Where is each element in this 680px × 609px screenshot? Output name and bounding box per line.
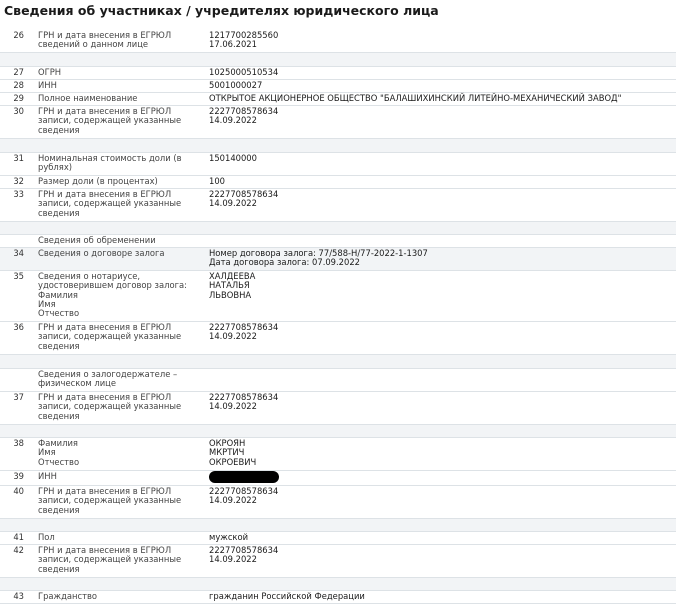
table-row xyxy=(0,30,676,53)
table-row xyxy=(0,322,676,355)
section-header-row xyxy=(0,235,676,248)
row-value: ОТКРЫТОЕ АКЦИОНЕРНОЕ ОБЩЕСТВО "БАЛАШИХИНСКИЙ ЛИТЕЙНО-МЕХАНИЧЕСКИЙ ЗАВОД" xyxy=(209,93,622,103)
row-label: Сведения о договоре залога xyxy=(38,248,165,258)
table-row xyxy=(0,106,676,139)
table-row xyxy=(0,248,676,271)
table-row xyxy=(0,67,676,80)
spacer-row xyxy=(0,139,676,153)
row-number: 42 xyxy=(13,545,24,555)
spacer-row xyxy=(0,578,676,591)
founders-table xyxy=(0,30,676,604)
row-label: ГРН и дата внесения в ЕГРЮЛ записи, содержащей указанные сведения xyxy=(38,392,182,421)
row-number: 27 xyxy=(13,67,24,77)
row-number: 30 xyxy=(13,106,24,116)
row-value: мужской xyxy=(209,532,249,542)
row-label: ГРН и дата внесения в ЕГРЮЛ записи, содержащей указанные сведения xyxy=(38,106,182,135)
table-row xyxy=(0,438,676,471)
table-row xyxy=(0,392,676,425)
table-row xyxy=(0,591,676,604)
section-header: Сведения об обременении xyxy=(38,235,156,245)
row-label: ОГРН xyxy=(38,67,62,77)
row-value: Номер договора залога: 77/588-Н/77-2022-1-1307 Дата договора залога: 07.09.2022 xyxy=(209,248,428,268)
row-number: 37 xyxy=(13,392,24,402)
row-number: 32 xyxy=(13,176,24,186)
row-value: 2227708578634 14.09.2022 xyxy=(209,545,279,565)
spacer-row xyxy=(0,53,676,67)
row-label: Полное наименование xyxy=(38,93,138,103)
row-value xyxy=(209,472,669,483)
row-value: 2227708578634 14.09.2022 xyxy=(209,392,279,412)
row-number: 43 xyxy=(13,591,24,601)
row-value: ОКРОЯН МКРТИЧ ОКРОЕВИЧ xyxy=(209,438,257,467)
row-value: 2227708578634 14.09.2022 xyxy=(209,486,279,506)
table-row xyxy=(0,532,676,545)
section-header: Сведения о залогодержателе – физическом лице xyxy=(38,369,178,389)
row-number: 40 xyxy=(13,486,24,496)
table-row xyxy=(0,153,676,176)
row-label: Номинальная стоимость доли (в рублях) xyxy=(38,153,182,173)
row-number: 26 xyxy=(13,30,24,40)
row-value: 100 xyxy=(209,176,225,186)
table-row xyxy=(0,189,676,222)
table-row xyxy=(0,271,676,322)
table-row xyxy=(0,486,676,519)
row-value: ХАЛДЕЕВА НАТАЛЬЯ ЛЬВОВНА xyxy=(209,271,256,300)
row-number: 29 xyxy=(13,93,24,103)
row-label: ГРН и дата внесения в ЕГРЮЛ сведений о данном лице xyxy=(38,30,172,50)
row-label: ИНН xyxy=(38,471,57,481)
row-value: 2227708578634 14.09.2022 xyxy=(209,106,279,126)
table-row xyxy=(0,471,676,486)
row-number: 41 xyxy=(13,532,24,542)
table-row xyxy=(0,176,676,189)
row-value: 5001000027 xyxy=(209,80,263,90)
row-value: 1217700285560 17.06.2021 xyxy=(209,30,279,50)
row-number: 28 xyxy=(13,80,24,90)
row-number: 34 xyxy=(13,248,24,258)
row-number: 36 xyxy=(13,322,24,332)
row-label: Сведения о нотариусе, удостоверившем договор залога: Фамилия Имя Отчество xyxy=(38,271,187,319)
row-label: Гражданство xyxy=(38,591,98,601)
row-number: 38 xyxy=(13,438,24,448)
section-header-row xyxy=(0,369,676,392)
spacer-row xyxy=(0,222,676,235)
row-label: ГРН и дата внесения в ЕГРЮЛ записи, содержащей указанные сведения xyxy=(38,486,182,515)
row-label: Размер доли (в процентах) xyxy=(38,176,158,186)
row-label: Фамилия Имя Отчество xyxy=(38,438,80,467)
row-label: ГРН и дата внесения в ЕГРЮЛ записи, содержащей указанные сведения xyxy=(38,189,182,218)
table-row xyxy=(0,93,676,106)
spacer-row xyxy=(0,355,676,369)
spacer-row xyxy=(0,519,676,532)
row-value: гражданин Российской Федерации xyxy=(209,591,365,601)
row-value: 2227708578634 14.09.2022 xyxy=(209,322,279,342)
row-value: 2227708578634 14.09.2022 xyxy=(209,189,279,209)
row-label: ИНН xyxy=(38,80,57,90)
row-label: ГРН и дата внесения в ЕГРЮЛ записи, содержащей указанные сведения xyxy=(38,322,182,351)
row-number: 33 xyxy=(13,189,24,199)
table-row xyxy=(0,545,676,578)
section-title: Сведения об участниках / учредителях юридического лица xyxy=(4,3,439,18)
row-label: Пол xyxy=(38,532,55,542)
row-value: 150140000 xyxy=(209,153,257,163)
row-number: 31 xyxy=(13,153,24,163)
row-number: 39 xyxy=(13,471,24,481)
row-number: 35 xyxy=(13,271,24,281)
redaction-mark xyxy=(209,471,279,483)
table-row xyxy=(0,80,676,93)
row-value: 1025000510534 xyxy=(209,67,279,77)
row-label: ГРН и дата внесения в ЕГРЮЛ записи, содержащей указанные сведения xyxy=(38,545,182,574)
spacer-row xyxy=(0,425,676,438)
